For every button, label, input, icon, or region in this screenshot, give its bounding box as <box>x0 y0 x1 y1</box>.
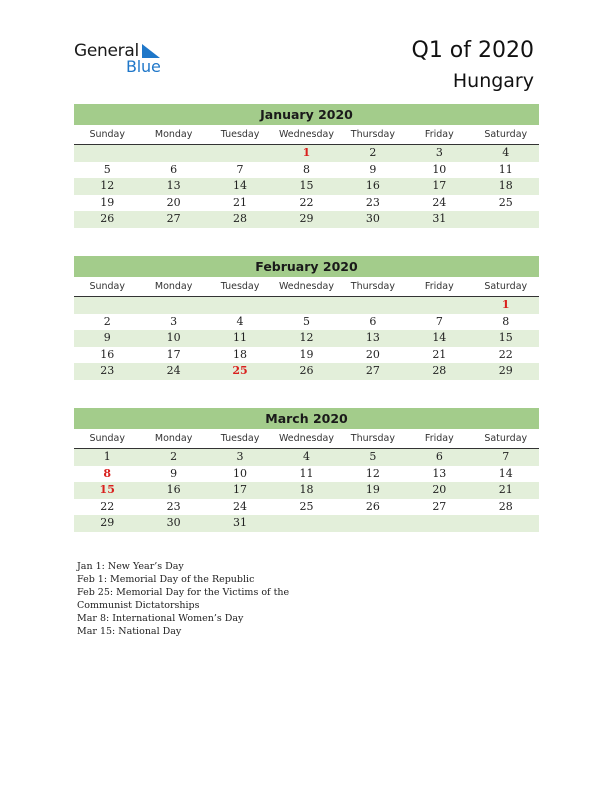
date-cell: 17 <box>233 483 248 496</box>
weekday-label: Saturday <box>484 433 528 444</box>
date-cell <box>140 145 206 162</box>
date-cell: 2 <box>170 450 178 463</box>
holiday-date-cell: 1 <box>302 146 311 159</box>
date-cell: 21 <box>432 347 447 361</box>
date-cell: 19 <box>299 347 314 361</box>
date-cell: 8 <box>302 162 310 176</box>
holiday-note: Feb 25: Memorial Day for the Victims of the Communist Dictatorships <box>77 587 290 611</box>
date-cell: 29 <box>100 516 115 529</box>
weekday-label: Wednesday <box>278 129 334 140</box>
weeks-container <box>74 449 539 532</box>
date-cell: 18 <box>498 179 513 192</box>
date-cell: 22 <box>100 499 115 513</box>
week-row <box>74 466 539 483</box>
date-cell: 19 <box>100 195 115 209</box>
week-row <box>74 499 539 516</box>
holiday-notes <box>77 560 297 638</box>
date-cell: 6 <box>170 162 178 176</box>
date-cell: 3 <box>170 314 178 328</box>
date-cell <box>273 515 339 532</box>
date-cell: 16 <box>365 179 380 192</box>
date-cell <box>406 297 472 314</box>
date-cell: 23 <box>100 364 115 377</box>
date-cell: 20 <box>432 483 447 496</box>
date-cell: 27 <box>166 212 181 225</box>
date-cell: 6 <box>435 450 443 463</box>
weekday-label: Tuesday <box>220 433 260 444</box>
date-cell: 5 <box>103 162 111 176</box>
page-title: Q1 of 2020 <box>411 38 534 63</box>
weekday-label: Monday <box>154 281 193 292</box>
date-cell: 28 <box>233 212 248 225</box>
week-row <box>74 297 539 314</box>
date-cell: 8 <box>502 314 510 328</box>
week-row <box>74 482 539 499</box>
weekday-label: Sunday <box>89 281 125 292</box>
date-cell <box>74 145 140 162</box>
weeks-container <box>74 145 539 228</box>
logo-text-blue: Blue <box>126 57 161 76</box>
date-cell: 31 <box>432 212 447 225</box>
date-cell <box>340 297 406 314</box>
date-cell: 24 <box>166 364 181 377</box>
date-cell: 18 <box>233 347 248 361</box>
date-cell: 14 <box>498 466 513 480</box>
date-cell: 30 <box>365 212 380 225</box>
week-row <box>74 363 539 380</box>
date-cell: 2 <box>103 314 111 328</box>
date-cell: 9 <box>369 162 377 176</box>
date-cell: 21 <box>233 195 248 209</box>
date-cell: 25 <box>498 195 513 209</box>
date-cell: 12 <box>365 466 380 480</box>
date-cell: 2 <box>369 146 377 159</box>
weekday-label: Tuesday <box>220 129 260 140</box>
date-cell: 16 <box>166 483 181 496</box>
date-cell: 13 <box>166 179 181 192</box>
date-cell: 28 <box>432 364 447 377</box>
weekday-label: Friday <box>424 433 454 444</box>
date-cell: 19 <box>365 483 380 496</box>
date-cell: 29 <box>498 364 513 377</box>
date-cell: 12 <box>100 179 115 192</box>
week-row <box>74 314 539 331</box>
date-cell: 23 <box>166 499 181 513</box>
date-cell: 26 <box>299 364 314 377</box>
date-cell: 4 <box>502 146 510 159</box>
week-row <box>74 195 539 212</box>
month-title: February 2020 <box>74 256 539 277</box>
date-cell: 22 <box>299 195 314 209</box>
logo-triangle-icon <box>142 44 160 58</box>
week-row <box>74 162 539 179</box>
date-cell: 11 <box>299 466 314 480</box>
weekday-label: Wednesday <box>278 281 334 292</box>
date-cell: 5 <box>302 314 310 328</box>
date-cell: 5 <box>369 450 377 463</box>
weekday-label: Monday <box>154 433 193 444</box>
date-cell <box>406 515 472 532</box>
logo-text-general: General <box>74 41 139 61</box>
date-cell: 12 <box>299 331 314 344</box>
date-cell: 11 <box>498 162 513 176</box>
date-cell: 15 <box>498 331 513 344</box>
date-cell: 17 <box>166 347 181 361</box>
week-row <box>74 178 539 195</box>
weekday-label: Thursday <box>350 129 395 140</box>
date-cell: 9 <box>170 466 178 480</box>
date-cell: 18 <box>299 483 314 496</box>
holiday-date-cell: 8 <box>103 466 112 480</box>
week-row <box>74 211 539 228</box>
date-cell: 14 <box>432 331 447 344</box>
date-cell: 10 <box>233 466 248 480</box>
holiday-date-cell: 15 <box>99 483 115 496</box>
weekday-label: Friday <box>424 281 454 292</box>
date-cell: 3 <box>236 450 244 463</box>
date-cell: 14 <box>233 179 248 192</box>
date-cell: 27 <box>432 499 447 513</box>
date-cell: 23 <box>365 195 380 209</box>
date-cell: 20 <box>365 347 380 361</box>
date-cell: 9 <box>103 331 111 344</box>
week-row <box>74 145 539 162</box>
date-cell: 16 <box>100 347 115 361</box>
weeks-container <box>74 297 539 380</box>
weekday-label: Saturday <box>484 129 528 140</box>
date-cell: 10 <box>432 162 447 176</box>
date-cell: 21 <box>498 483 513 496</box>
country-name: Hungary <box>452 70 534 92</box>
date-cell: 28 <box>498 499 513 513</box>
weekday-header-row <box>74 125 539 145</box>
date-cell: 3 <box>435 146 443 159</box>
holiday-note: Mar 15: National Day <box>77 626 182 637</box>
date-cell: 4 <box>236 314 244 328</box>
weekday-label: Saturday <box>484 281 528 292</box>
weekday-label: Wednesday <box>278 433 334 444</box>
date-cell: 20 <box>166 195 181 209</box>
date-cell: 7 <box>435 314 443 328</box>
weekday-label: Monday <box>154 129 193 140</box>
weekday-header-row <box>74 429 539 449</box>
holiday-date-cell: 25 <box>232 364 248 377</box>
weekday-header-row <box>74 277 539 297</box>
holiday-date-cell: 1 <box>501 298 510 311</box>
date-cell: 25 <box>299 499 314 513</box>
weekday-label: Tuesday <box>220 281 260 292</box>
date-cell <box>340 515 406 532</box>
holiday-note: Jan 1: New Year’s Day <box>77 561 184 572</box>
holiday-note: Mar 8: International Women’s Day <box>77 613 244 624</box>
date-cell: 29 <box>299 212 314 225</box>
date-cell: 22 <box>498 347 513 361</box>
date-cell: 24 <box>432 195 447 209</box>
date-cell: 10 <box>166 331 181 344</box>
date-cell: 17 <box>432 179 447 192</box>
date-cell <box>473 515 539 532</box>
date-cell: 4 <box>302 450 310 463</box>
week-row <box>74 330 539 347</box>
date-cell: 26 <box>100 212 115 225</box>
date-cell <box>473 211 539 228</box>
date-cell: 26 <box>365 499 380 513</box>
weekday-label: Sunday <box>89 433 125 444</box>
month-calendar-march <box>74 408 539 532</box>
date-cell: 7 <box>502 450 510 463</box>
weekday-label: Thursday <box>350 281 395 292</box>
date-cell: 27 <box>365 364 380 377</box>
weekday-label: Sunday <box>89 129 125 140</box>
date-cell <box>207 297 273 314</box>
date-cell: 13 <box>432 466 447 480</box>
month-calendar-february <box>74 256 539 380</box>
month-title: January 2020 <box>74 104 539 125</box>
weekday-label: Friday <box>424 129 454 140</box>
date-cell <box>74 297 140 314</box>
date-cell: 15 <box>299 179 314 192</box>
date-cell: 31 <box>233 516 248 529</box>
date-cell: 6 <box>369 314 377 328</box>
date-cell: 24 <box>233 499 248 513</box>
date-cell <box>207 145 273 162</box>
brand-logo <box>74 41 174 77</box>
week-row <box>74 347 539 364</box>
week-row <box>74 449 539 466</box>
holiday-note: Feb 1: Memorial Day of the Republic <box>77 574 255 585</box>
date-cell: 11 <box>233 331 248 344</box>
date-cell: 13 <box>365 331 380 344</box>
date-cell: 7 <box>236 162 244 176</box>
date-cell <box>140 297 206 314</box>
date-cell: 1 <box>103 450 111 463</box>
weekday-label: Thursday <box>350 433 395 444</box>
date-cell <box>273 297 339 314</box>
month-title: March 2020 <box>74 408 539 429</box>
week-row <box>74 515 539 532</box>
date-cell: 30 <box>166 516 181 529</box>
month-calendar-january <box>74 104 539 228</box>
